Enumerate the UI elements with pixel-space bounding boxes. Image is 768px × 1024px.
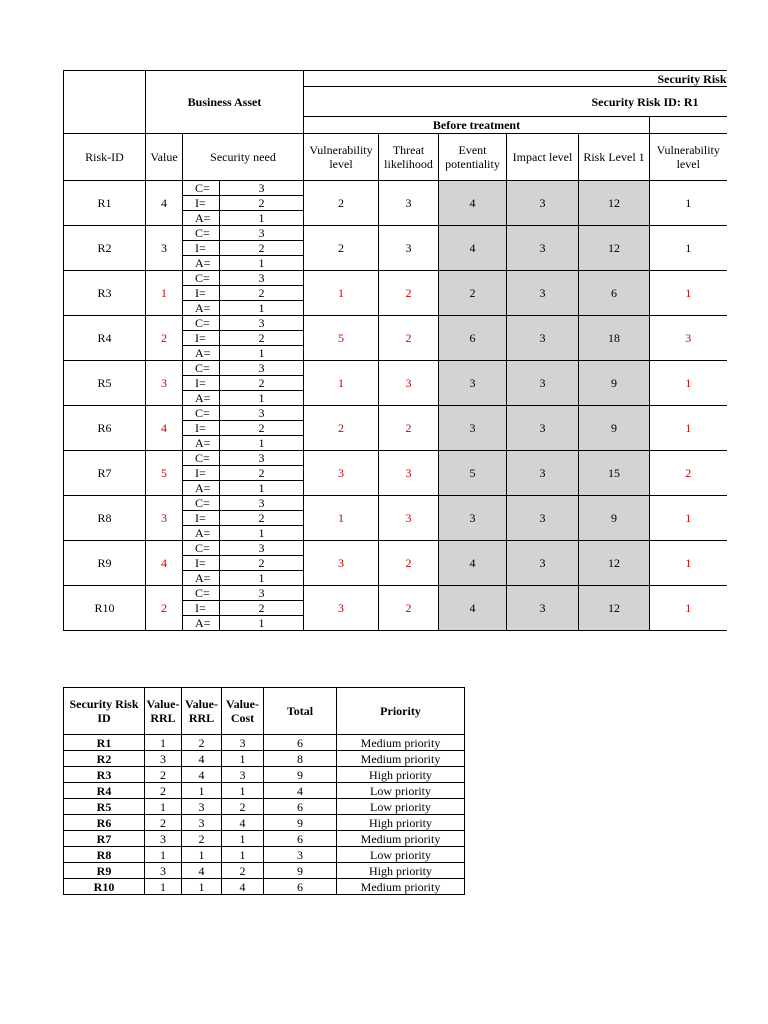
cia-label: I= — [183, 466, 220, 481]
threat-likelihood-cell: 3 — [379, 181, 439, 226]
priority-cell: High priority — [337, 815, 465, 831]
priority-table — [63, 687, 465, 895]
vulnerability-level-after-cell: 1 — [650, 181, 727, 226]
risk-id-cell: R7 — [64, 451, 146, 496]
cia-label: C= — [183, 496, 220, 511]
value-cost-cell: 1 — [222, 751, 264, 767]
risk-level-cell: 12 — [579, 586, 650, 631]
priority-cell: High priority — [337, 863, 465, 879]
value-rrl-1-cell: 2 — [145, 783, 182, 799]
cia-value: 3 — [220, 406, 304, 421]
value-rrl-header-1: Value-RRL — [145, 688, 182, 735]
risk-level-cell: 6 — [579, 271, 650, 316]
cia-label: I= — [183, 556, 220, 571]
priority-risk-id-cell: R2 — [64, 751, 145, 767]
event-potentiality-cell: 3 — [439, 361, 507, 406]
priority-cell: Medium priority — [337, 735, 465, 751]
impact-level-cell: 3 — [507, 316, 579, 361]
cia-label: A= — [183, 526, 220, 541]
priority-risk-id-cell: R6 — [64, 815, 145, 831]
cia-value: 2 — [220, 511, 304, 526]
value-rrl-1-cell: 1 — [145, 735, 182, 751]
value-cost-cell: 4 — [222, 815, 264, 831]
risk-level-1-header: Risk Level 1 — [579, 134, 650, 181]
risk-row-line — [64, 271, 727, 286]
threat-likelihood-cell: 2 — [379, 406, 439, 451]
vulnerability-level-cell: 5 — [304, 316, 379, 361]
cia-label: C= — [183, 316, 220, 331]
vulnerability-level-cell: 1 — [304, 361, 379, 406]
cia-value: 1 — [220, 211, 304, 226]
threat-likelihood-cell: 3 — [379, 226, 439, 271]
impact-level-cell: 3 — [507, 586, 579, 631]
value-cost-cell: 1 — [222, 831, 264, 847]
cia-value: 3 — [220, 541, 304, 556]
impact-level-cell: 3 — [507, 226, 579, 271]
value-cost-cell: 3 — [222, 735, 264, 751]
value-cell: 4 — [146, 181, 183, 226]
event-potentiality-cell: 4 — [439, 541, 507, 586]
total-cell: 6 — [264, 735, 337, 751]
total-cell: 9 — [264, 767, 337, 783]
corner-cell — [64, 71, 146, 134]
cia-label: A= — [183, 571, 220, 586]
vulnerability-level-cell: 2 — [304, 406, 379, 451]
risk-id-cell: R2 — [64, 226, 146, 271]
risk-level-cell: 9 — [579, 406, 650, 451]
cia-value: 2 — [220, 556, 304, 571]
total-cell: 8 — [264, 751, 337, 767]
priority-risk-id-cell: R5 — [64, 799, 145, 815]
threat-likelihood-cell: 3 — [379, 496, 439, 541]
priority-risk-id-cell: R9 — [64, 863, 145, 879]
vulnerability-level-after-cell: 1 — [650, 586, 727, 631]
priority-cell: Low priority — [337, 799, 465, 815]
priority-risk-id-cell: R4 — [64, 783, 145, 799]
cia-value: 3 — [220, 496, 304, 511]
risk-id-cell: R4 — [64, 316, 146, 361]
value-rrl-2-cell: 1 — [182, 847, 222, 863]
vulnerability-level-after-cell: 1 — [650, 541, 727, 586]
value-cell: 3 — [146, 361, 183, 406]
event-potentiality-cell: 3 — [439, 496, 507, 541]
priority-header: Priority — [337, 688, 465, 735]
event-potentiality-cell: 4 — [439, 226, 507, 271]
priority-row — [64, 863, 465, 879]
risk-row-line — [64, 226, 727, 241]
cia-value: 1 — [220, 436, 304, 451]
value-rrl-2-cell: 3 — [182, 815, 222, 831]
impact-level-cell: 3 — [507, 181, 579, 226]
cia-label: C= — [183, 541, 220, 556]
total-header: Total — [264, 688, 337, 735]
value-cell: 1 — [146, 271, 183, 316]
risk-level-cell: 12 — [579, 226, 650, 271]
value-rrl-2-cell: 4 — [182, 751, 222, 767]
risk-row-line — [64, 181, 727, 196]
value-rrl-1-cell: 2 — [145, 815, 182, 831]
impact-level-cell: 3 — [507, 361, 579, 406]
cia-value: 3 — [220, 586, 304, 601]
value-cell: 2 — [146, 316, 183, 361]
risk-level-cell: 9 — [579, 361, 650, 406]
cia-label: A= — [183, 436, 220, 451]
priority-row — [64, 767, 465, 783]
risk-row-line — [64, 316, 727, 331]
vulnerability-level-after-cell: 1 — [650, 271, 727, 316]
cia-value: 2 — [220, 421, 304, 436]
impact-level-cell: 3 — [507, 541, 579, 586]
priority-cell: High priority — [337, 767, 465, 783]
cia-label: A= — [183, 346, 220, 361]
priority-risk-id-cell: R1 — [64, 735, 145, 751]
risk-id-cell: R6 — [64, 406, 146, 451]
cia-value: 1 — [220, 346, 304, 361]
impact-level-cell: 3 — [507, 406, 579, 451]
cia-value: 3 — [220, 226, 304, 241]
priority-row — [64, 783, 465, 799]
risk-id-cell: R3 — [64, 271, 146, 316]
total-cell: 3 — [264, 847, 337, 863]
value-cell: 3 — [146, 496, 183, 541]
risk-level-cell: 18 — [579, 316, 650, 361]
cia-label: A= — [183, 616, 220, 631]
vulnerability-level-after-cell: 1 — [650, 406, 727, 451]
priority-cell: Medium priority — [337, 879, 465, 895]
priority-cell: Medium priority — [337, 831, 465, 847]
vulnerability-level-cell: 3 — [304, 541, 379, 586]
value-rrl-2-cell: 4 — [182, 863, 222, 879]
value-rrl-2-cell: 1 — [182, 879, 222, 895]
cia-value: 3 — [220, 451, 304, 466]
value-cell: 4 — [146, 541, 183, 586]
cia-label: A= — [183, 391, 220, 406]
vulnerability-level-cell: 2 — [304, 226, 379, 271]
risk-row-line — [64, 406, 727, 421]
vulnerability-level-after-header: Vulnerability level — [650, 134, 727, 181]
risk-id-cell: R8 — [64, 496, 146, 541]
risk-row-line — [64, 451, 727, 466]
vulnerability-level-cell: 2 — [304, 181, 379, 226]
priority-row — [64, 831, 465, 847]
cia-value: 1 — [220, 481, 304, 496]
priority-cell: Low priority — [337, 783, 465, 799]
total-cell: 6 — [264, 831, 337, 847]
priority-risk-id-cell: R10 — [64, 879, 145, 895]
vulnerability-level-after-cell: 3 — [650, 316, 727, 361]
value-rrl-2-cell: 2 — [182, 735, 222, 751]
cia-label: C= — [183, 226, 220, 241]
risk-row-line — [64, 496, 727, 511]
cia-label: I= — [183, 241, 220, 256]
cia-label: C= — [183, 406, 220, 421]
cia-label: I= — [183, 601, 220, 616]
impact-level-cell: 3 — [507, 496, 579, 541]
security-risk-id-title: Security Risk ID: R1 — [304, 87, 727, 117]
value-rrl-1-cell: 1 — [145, 847, 182, 863]
value-rrl-header-2: Value-RRL — [182, 688, 222, 735]
risk-level-cell: 15 — [579, 451, 650, 496]
security-risk-id-header: Security Risk ID — [64, 688, 145, 735]
cia-value: 3 — [220, 361, 304, 376]
vulnerability-level-after-cell: 2 — [650, 451, 727, 496]
security-risk-title: Security Risk — [304, 71, 727, 87]
value-cost-cell: 4 — [222, 879, 264, 895]
priority-risk-id-cell: R7 — [64, 831, 145, 847]
event-potentiality-header: Event potentiality — [439, 134, 507, 181]
value-cost-header: Value-Cost — [222, 688, 264, 735]
threat-likelihood-header: Threat likelihood — [379, 134, 439, 181]
total-cell: 4 — [264, 783, 337, 799]
risk-level-cell: 9 — [579, 496, 650, 541]
value-cost-cell: 1 — [222, 847, 264, 863]
value-cost-cell: 2 — [222, 863, 264, 879]
value-cost-cell: 2 — [222, 799, 264, 815]
cia-value: 1 — [220, 391, 304, 406]
cia-label: C= — [183, 586, 220, 601]
threat-likelihood-cell: 3 — [379, 451, 439, 496]
cia-value: 2 — [220, 241, 304, 256]
cia-label: I= — [183, 286, 220, 301]
priority-cell: Medium priority — [337, 751, 465, 767]
cia-value: 2 — [220, 376, 304, 391]
total-cell: 6 — [264, 799, 337, 815]
cia-label: I= — [183, 376, 220, 391]
cia-value: 3 — [220, 181, 304, 196]
risk-id-header: Risk-ID — [64, 134, 146, 181]
value-rrl-1-cell: 2 — [145, 767, 182, 783]
cia-label: I= — [183, 421, 220, 436]
event-potentiality-cell: 4 — [439, 181, 507, 226]
value-rrl-1-cell: 1 — [145, 799, 182, 815]
value-cell: 5 — [146, 451, 183, 496]
impact-level-cell: 3 — [507, 271, 579, 316]
cia-value: 1 — [220, 256, 304, 271]
cia-value: 1 — [220, 301, 304, 316]
cia-label: C= — [183, 271, 220, 286]
risk-id-cell: R9 — [64, 541, 146, 586]
event-potentiality-cell: 4 — [439, 586, 507, 631]
cia-value: 2 — [220, 601, 304, 616]
cia-value: 1 — [220, 526, 304, 541]
cia-label: C= — [183, 361, 220, 376]
risk-id-cell: R5 — [64, 361, 146, 406]
cia-label: A= — [183, 481, 220, 496]
impact-level-header: Impact level — [507, 134, 579, 181]
business-asset-header: Business Asset — [146, 71, 304, 134]
value-rrl-2-cell: 4 — [182, 767, 222, 783]
threat-likelihood-cell: 3 — [379, 361, 439, 406]
vulnerability-level-cell: 3 — [304, 451, 379, 496]
value-rrl-2-cell: 2 — [182, 831, 222, 847]
value-rrl-2-cell: 3 — [182, 799, 222, 815]
threat-likelihood-cell: 2 — [379, 271, 439, 316]
priority-row — [64, 751, 465, 767]
risk-level-cell: 12 — [579, 181, 650, 226]
priority-row — [64, 879, 465, 895]
value-rrl-2-cell: 1 — [182, 783, 222, 799]
priority-row — [64, 735, 465, 751]
vulnerability-level-cell: 1 — [304, 271, 379, 316]
value-cost-cell: 1 — [222, 783, 264, 799]
cia-value: 3 — [220, 271, 304, 286]
value-cell: 2 — [146, 586, 183, 631]
impact-level-cell: 3 — [507, 451, 579, 496]
event-potentiality-cell: 6 — [439, 316, 507, 361]
cia-label: I= — [183, 511, 220, 526]
cia-label: A= — [183, 301, 220, 316]
cia-label: I= — [183, 196, 220, 211]
priority-cell: Low priority — [337, 847, 465, 863]
value-rrl-1-cell: 3 — [145, 831, 182, 847]
cia-value: 3 — [220, 316, 304, 331]
threat-likelihood-cell: 2 — [379, 541, 439, 586]
vulnerability-level-cell: 3 — [304, 586, 379, 631]
priority-row — [64, 847, 465, 863]
value-cell: 3 — [146, 226, 183, 271]
cia-label: C= — [183, 181, 220, 196]
event-potentiality-cell: 3 — [439, 406, 507, 451]
cia-label: I= — [183, 331, 220, 346]
risk-row-line — [64, 586, 727, 601]
cia-value: 2 — [220, 196, 304, 211]
value-rrl-1-cell: 3 — [145, 863, 182, 879]
vulnerability-level-header: Vulnerability level — [304, 134, 379, 181]
risk-level-cell: 12 — [579, 541, 650, 586]
event-potentiality-cell: 5 — [439, 451, 507, 496]
value-rrl-1-cell: 3 — [145, 751, 182, 767]
cia-value: 1 — [220, 571, 304, 586]
priority-risk-id-cell: R3 — [64, 767, 145, 783]
value-header: Value — [146, 134, 183, 181]
threat-likelihood-cell: 2 — [379, 316, 439, 361]
value-cell: 4 — [146, 406, 183, 451]
after-treatment-header — [650, 117, 727, 134]
risk-row-line — [64, 361, 727, 376]
cia-value: 1 — [220, 616, 304, 631]
priority-risk-id-cell: R8 — [64, 847, 145, 863]
total-cell: 9 — [264, 863, 337, 879]
cia-label: C= — [183, 451, 220, 466]
value-rrl-1-cell: 1 — [145, 879, 182, 895]
cia-value: 2 — [220, 466, 304, 481]
threat-likelihood-cell: 2 — [379, 586, 439, 631]
cia-value: 2 — [220, 331, 304, 346]
risk-id-cell: R1 — [64, 181, 146, 226]
vulnerability-level-after-cell: 1 — [650, 361, 727, 406]
cia-label: A= — [183, 256, 220, 271]
before-treatment-header: Before treatment — [304, 117, 650, 134]
vulnerability-level-after-cell: 1 — [650, 496, 727, 541]
vulnerability-level-after-cell: 1 — [650, 226, 727, 271]
security-risk-table — [63, 70, 727, 631]
security-need-header: Security need — [183, 134, 304, 181]
risk-id-cell: R10 — [64, 586, 146, 631]
risk-row-line — [64, 541, 727, 556]
cia-value: 2 — [220, 286, 304, 301]
event-potentiality-cell: 2 — [439, 271, 507, 316]
value-cost-cell: 3 — [222, 767, 264, 783]
vulnerability-level-cell: 1 — [304, 496, 379, 541]
priority-row — [64, 799, 465, 815]
total-cell: 9 — [264, 815, 337, 831]
priority-row — [64, 815, 465, 831]
total-cell: 6 — [264, 879, 337, 895]
cia-label: A= — [183, 211, 220, 226]
